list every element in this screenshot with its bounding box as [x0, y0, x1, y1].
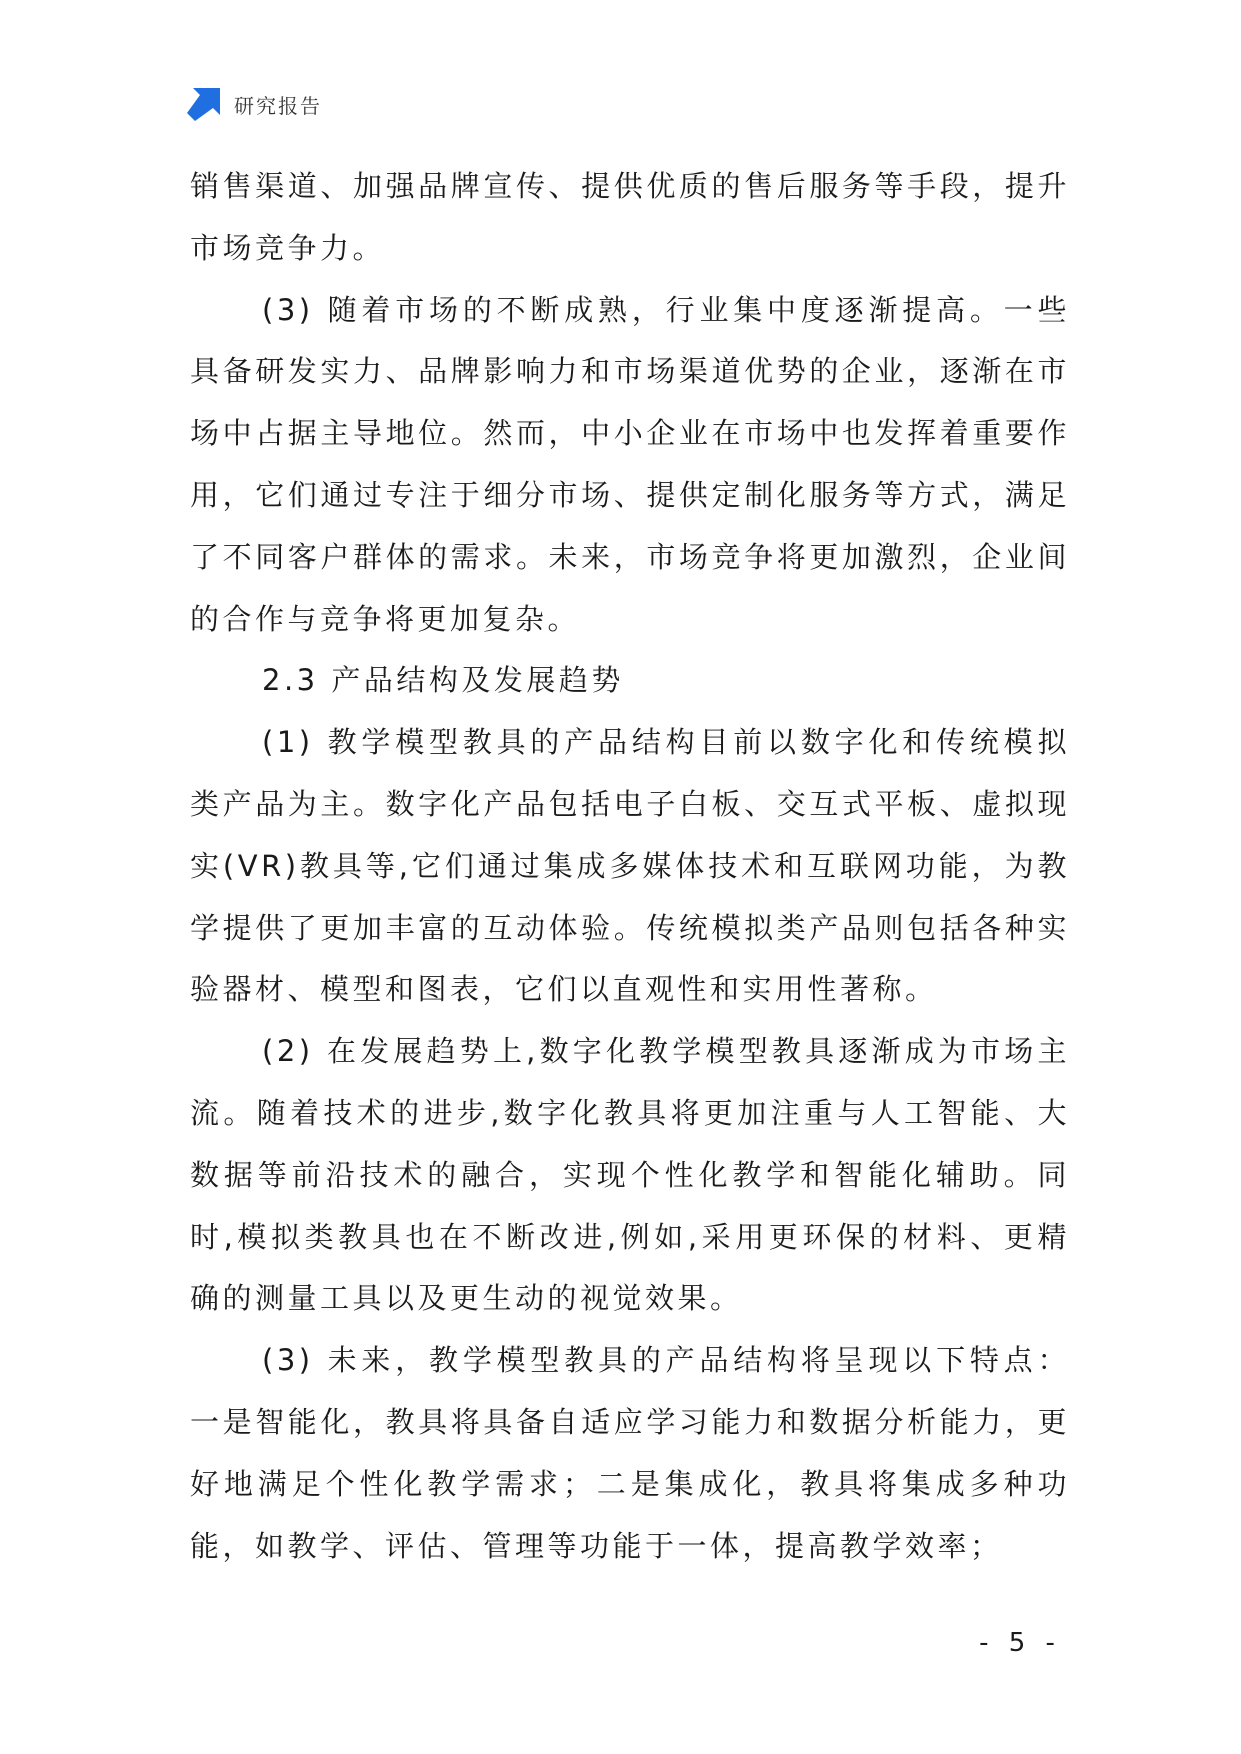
page-header	[187, 86, 322, 122]
paragraph: (3) 未来，教学模型教具的产品结构将呈现以下特点：一是智能化，教具将具备自适应学习能力和数据分析能力，更好地满足个性化教学需求；二是集成化，教具将集成多种功能，如教学、评估、管理等功能于一体，提高教学效率；	[190, 1343, 1070, 1563]
paragraph: (3) 随着市场的不断成熟，行业集中度逐渐提高。一些具备研发实力、品牌影响力和市场渠道优势的企业，逐渐在市场中占据主导地位。然而，中小企业在市场中也发挥着重要作用，它们通过专注于细分市场、提供定制化服务等方式，满足了不同客户群体的需求。未来，市场竞争将更加激烈，企业间的合作与竞争将更加复杂。	[190, 292, 1070, 636]
page-number: - 5 -	[979, 1628, 1061, 1658]
report-label: 研究报告	[234, 93, 322, 118]
arrow-up-right-icon	[187, 88, 220, 121]
paragraph: (1) 教学模型教具的产品结构目前以数字化和传统模拟类产品为主。数字化产品包括电子白板、交互式平板、虚拟现实(VR)教具等,它们通过集成多媒体技术和互联网功能，为教学提供了更加丰富的互动体验。传统模拟类产品则包括各种实验器材、模型和图表，它们以直观性和实用性著称。	[190, 725, 1070, 1007]
paragraph: (2) 在发展趋势上,数字化教学模型教具逐渐成为市场主流。随着技术的进步,数字化教具将更加注重与人工智能、大数据等前沿技术的融合，实现个性化教学和智能化辅助。同时,模拟类教具也在不断改进,例如,采用更环保的材料、更精确的测量工具以及更生动的视觉效果。	[190, 1034, 1070, 1316]
section-heading: 2.3 产品结构及发展趋势	[262, 663, 624, 698]
body-text	[190, 156, 1070, 1577]
paragraph-continuation: 销售渠道、加强品牌宣传、提供优质的售后服务等手段，提升市场竞争力。	[190, 169, 1070, 265]
